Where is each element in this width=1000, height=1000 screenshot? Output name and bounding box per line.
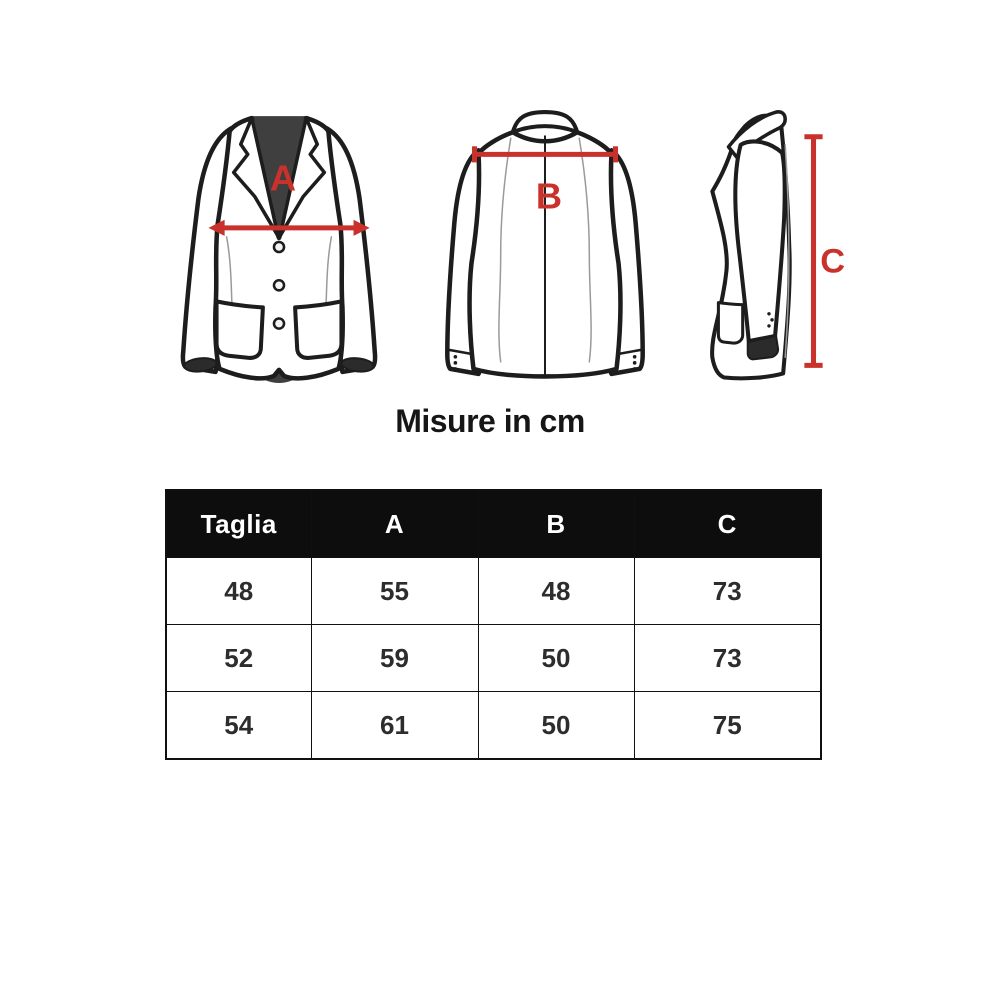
measure-label-b: B: [535, 175, 563, 217]
jacket-back-figure: [424, 104, 666, 386]
size-cell: 73: [634, 558, 821, 625]
size-cell: 61: [311, 692, 478, 760]
header-cell-taglia: Taglia: [166, 490, 311, 558]
size-cell: 75: [634, 692, 821, 760]
size-row-48: [166, 558, 821, 625]
measure-label-c: C: [820, 242, 846, 281]
front-left-pocket: [217, 301, 263, 358]
measure-label-a: A: [269, 157, 297, 199]
back-collar: [513, 112, 577, 132]
page-title: Misure in cm: [395, 403, 585, 439]
size-cell: 59: [311, 625, 478, 692]
size-cell: 50: [478, 692, 634, 760]
size-cell: 48: [478, 558, 634, 625]
size-table-header-row: [166, 490, 821, 558]
size-row-52: [166, 625, 821, 692]
front-right-pocket: [295, 301, 341, 358]
jacket-front-figure: [158, 106, 400, 388]
size-cell: 50: [478, 625, 634, 692]
size-cell: 52: [166, 625, 311, 692]
size-table: [165, 489, 822, 760]
jacket-side-drawing: [684, 104, 856, 388]
header-cell-c: C: [634, 490, 821, 558]
header-cell-b: B: [478, 490, 634, 558]
size-cell: 55: [311, 558, 478, 625]
size-cell: 73: [634, 625, 821, 692]
header-cell-a: A: [311, 490, 478, 558]
jacket-side-figure: [684, 104, 856, 388]
jacket-back-drawing: [424, 104, 666, 386]
side-pocket: [718, 303, 742, 343]
back-left-cuff-buttons: [454, 355, 458, 371]
back-right-cuff-buttons: [633, 355, 637, 371]
size-cell: 48: [166, 558, 311, 625]
size-row-54: [166, 692, 821, 760]
jacket-front-drawing: [158, 106, 400, 388]
size-cell: 54: [166, 692, 311, 760]
